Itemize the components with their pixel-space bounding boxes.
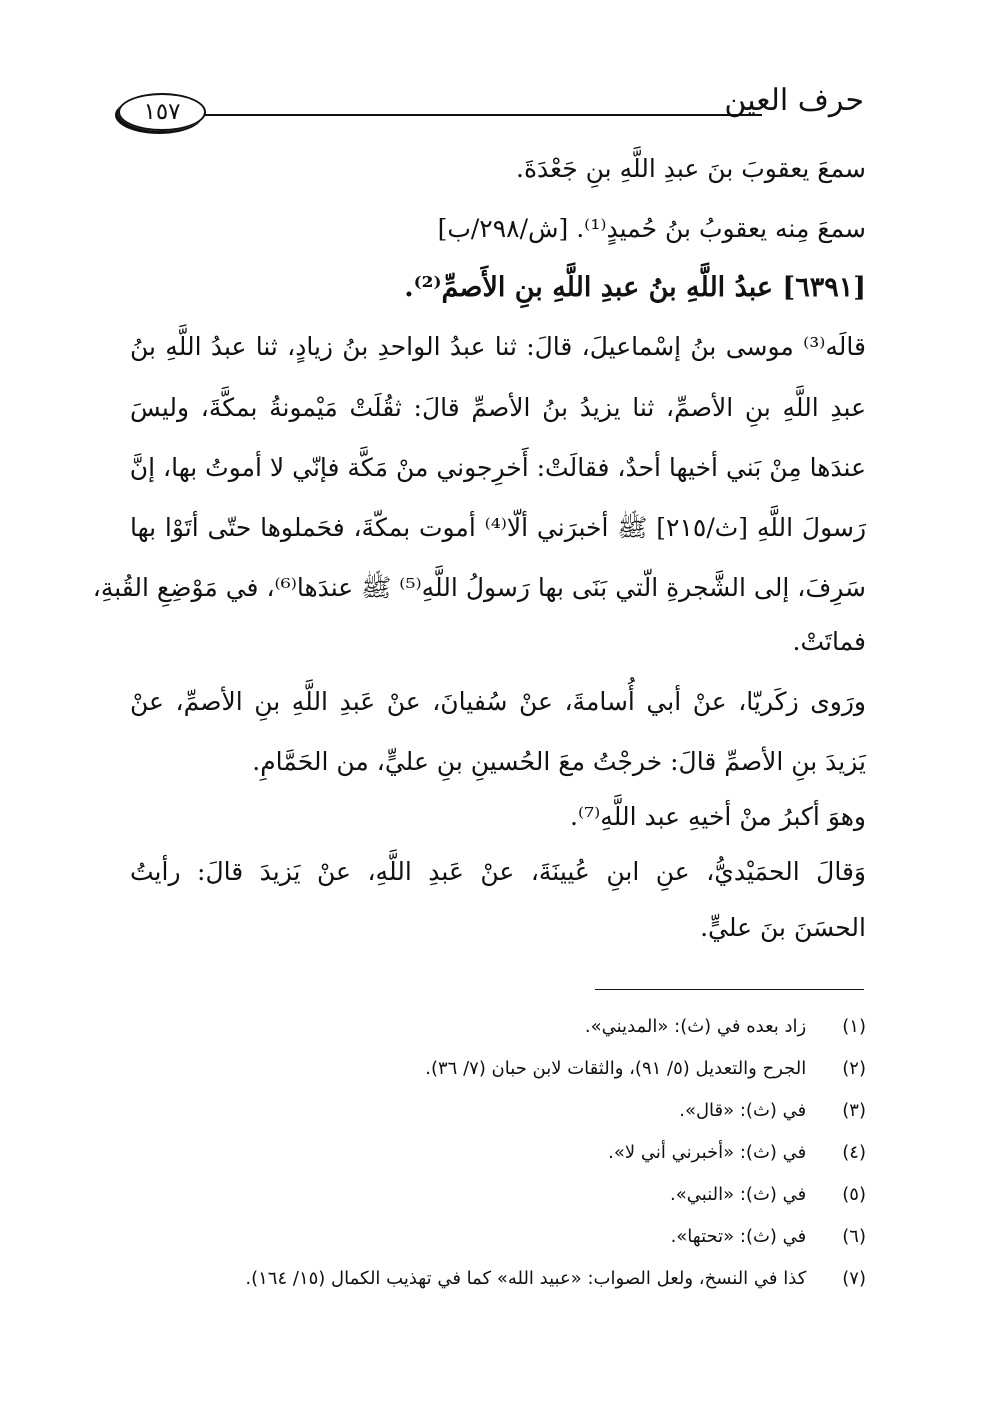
body-line-5: عبدِ اللَّهِ بنِ الأصمِّ، ثنا يزيدُ بنُ الأصمِّ قالَ: ثقُلَتْ مَيْمونةُ بمكَّةَ، وليسَ [130, 393, 866, 422]
footnote-text: في (ث): «قال». [679, 1100, 807, 1121]
body-line-13: وَقالَ الحمَيْديُّ، عنِ ابنِ عُيينَةَ، عنْ عَبدِ اللَّهِ، عنْ يَزيدَ قالَ: رأيتُ [130, 857, 866, 886]
body-line-6: عندَها مِنْ بَني أخيها أحدٌ، فقالَتْ: أَخرِجوني منْ مَكَّة فإنّي لا أموتُ بها، إنَّ [129, 453, 866, 482]
footnote-4 [608, 1140, 866, 1166]
page-number-badge [118, 93, 206, 131]
entry-heading: [٦٣٩١] عبدُ اللَّهِ بنُ عبدِ اللَّهِ بنِ الأَصمِّ⁽²⁾. [404, 272, 866, 303]
footnote-2 [425, 1056, 866, 1082]
body-line-14: الحسَنَ بنَ عليٍّ. [700, 913, 866, 942]
footnote-text: كذا في النسخ، ولعل الصواب: «عبيد الله» كما في تهذيب الكمال (١٥/ ١٦٤). [245, 1268, 807, 1289]
footnote-number: (٥) [842, 1184, 866, 1205]
body-line-10: ورَوى زكَريّا، عنْ أبي أُسامةَ، عنْ سُفيانَ، عنْ عَبدِ اللَّهِ بنِ الأصمِّ، عنْ [130, 687, 866, 716]
body-line-9: فماتَتْ. [792, 627, 866, 656]
body-line-4: قالَه⁽³⁾ موسى بنُ إسْماعيلَ، قالَ: ثنا عبدُ الواحدِ بنُ زيادٍ، ثنا عبدُ اللَّهِ بنُ [130, 332, 866, 361]
footnote-3 [679, 1098, 866, 1124]
footnote-5 [670, 1182, 866, 1208]
footnote-number: (٧) [842, 1268, 866, 1289]
footnote-text: زاد بعده في (ث): «المديني». [584, 1016, 807, 1037]
footnote-1 [585, 1014, 866, 1040]
footnote-text: في (ث): «أخبرني أني لا». [608, 1142, 807, 1163]
footnote-text: في (ث): «تحتها». [670, 1226, 807, 1247]
footnote-number: (٣) [842, 1100, 866, 1121]
footnote-text: الجرح والتعديل (٥/ ٩١)، والثقات لابن حبان (٧/ ٣٦). [425, 1058, 807, 1079]
body-line-1: سمعَ يعقوبَ بنَ عبدِ اللَّهِ بنِ جَعْدَةَ. [516, 154, 866, 183]
page-number: ١٥٧ [143, 98, 181, 125]
body-line-8: سَرِفَ، إلى الشَّجرةِ الّتي بَنَى بها رَسولُ اللَّهِ⁽⁵⁾ ﷺ عندَها⁽⁶⁾، في مَوْضِعِ القُبةِ، [92, 573, 866, 602]
footnote-number: (٦) [842, 1226, 866, 1247]
footnote-number: (٤) [842, 1142, 866, 1163]
footnote-text: في (ث): «النبي». [670, 1184, 807, 1205]
body-line-12: وهوَ أكبرُ منْ أخيهِ عبد اللَّهِ⁽⁷⁾. [570, 802, 866, 831]
body-line-2: سمعَ مِنه يعقوبُ بنُ حُميدٍ⁽¹⁾. [ش/٢٩٨/ب] [437, 214, 866, 243]
header-rule [205, 114, 762, 116]
footnote-number: (٢) [842, 1058, 866, 1079]
running-header-title: حرف العين [724, 83, 864, 118]
footnote-7 [245, 1266, 866, 1292]
footnote-6 [671, 1224, 866, 1250]
footnote-separator [595, 989, 864, 990]
body-line-7: رَسولَ اللَّهِ [ث/٢١٥] ﷺ أخبرَني ألّا⁽⁴⁾ أموت بمكّةَ، فحَملوها حتّى أتَوْا بها [130, 513, 867, 542]
footnote-number: (١) [842, 1016, 866, 1037]
body-line-11: يَزيدَ بنِ الأصمِّ قالَ: خرجْتُ معَ الحُسينِ بنِ عليٍّ، من الحَمَّامِ. [252, 747, 866, 776]
